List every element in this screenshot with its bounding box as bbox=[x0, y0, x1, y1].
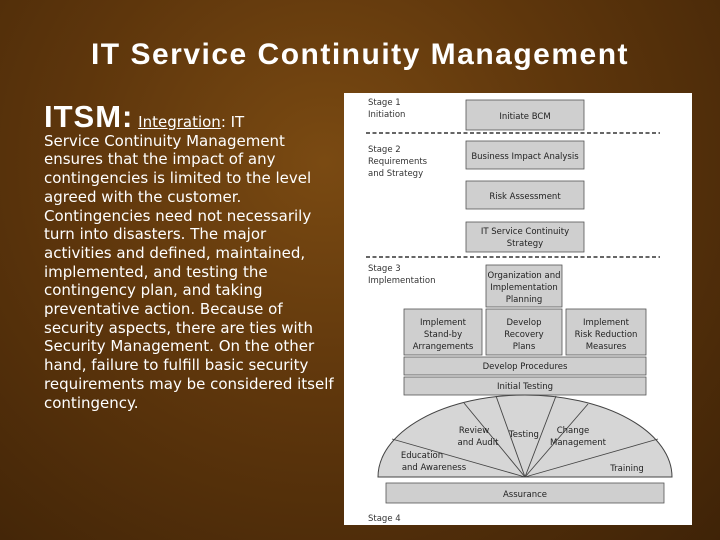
stage1-sublabel: Initiation bbox=[368, 110, 406, 120]
body-text bbox=[44, 99, 336, 412]
recovery-text-2: Recovery bbox=[504, 330, 544, 340]
org-planning-text-1: Organization and bbox=[487, 271, 561, 281]
standby-text-2: Stand-by bbox=[423, 330, 463, 340]
education-text-1: Education bbox=[400, 451, 444, 461]
standby-text-3: Arrangements bbox=[412, 342, 474, 352]
develop-procedures-text: Develop Procedures bbox=[482, 362, 568, 372]
training-text: Training bbox=[610, 464, 644, 474]
review-text-2: and Audit bbox=[457, 438, 499, 448]
itsc-strategy-text-2: Strategy bbox=[506, 239, 544, 249]
integration-label: Integration bbox=[138, 113, 221, 131]
stage4-label: Stage 4 bbox=[368, 514, 401, 524]
diagram-svg bbox=[344, 93, 692, 525]
risk-reduction-text-1: Implement bbox=[582, 318, 630, 328]
education-text-2: and Awareness bbox=[401, 463, 467, 473]
integration-suffix: : IT bbox=[220, 113, 245, 131]
standby-text-1: Implement bbox=[419, 318, 467, 328]
stage2-sublabel-2: and Strategy bbox=[368, 169, 424, 179]
assurance-text: Assurance bbox=[502, 490, 548, 500]
itsm-lead: ITSM: bbox=[44, 99, 134, 134]
testing-text: Testing bbox=[509, 430, 539, 440]
org-planning-text-3: Planning bbox=[505, 295, 543, 305]
org-planning-text-2: Implementation bbox=[490, 283, 558, 293]
change-text-2: Management bbox=[550, 438, 606, 448]
risk-reduction-text-2: Risk Reduction bbox=[574, 330, 638, 340]
risk-reduction-text-3: Measures bbox=[585, 342, 627, 352]
recovery-text-1: Develop bbox=[506, 318, 542, 328]
stage1-label: Stage 1 bbox=[368, 98, 401, 108]
review-text-1: Review bbox=[458, 426, 490, 436]
stage2-sublabel-1: Requirements bbox=[368, 157, 428, 167]
initial-testing-text: Initial Testing bbox=[496, 382, 554, 392]
initiate-bcm-text: Initiate BCM bbox=[499, 112, 551, 122]
recovery-text-3: Plans bbox=[512, 342, 536, 352]
stage3-sublabel: Implementation bbox=[368, 276, 436, 286]
body-paragraph: Service Continuity Management ensures that the impact of any contingencies is limited to the level agreed with the customer. Contingencies need not necessarily turn into disasters. The major activities and defined, maintained, implemented, and testing the contingency plan, and taking preventative action. Because of security aspects, there are ties with Security Management. On the other hand, failure to fulfill basic security requirements may be considered itself contingency. bbox=[44, 131, 334, 412]
stage3-label: Stage 3 bbox=[368, 264, 401, 274]
slide-title: IT Service Continuity Management bbox=[90, 38, 630, 71]
stage2-label: Stage 2 bbox=[368, 145, 401, 155]
itscm-lifecycle-diagram bbox=[344, 93, 692, 525]
itsc-strategy-text-1: IT Service Continuity bbox=[480, 227, 570, 237]
change-text-1: Change bbox=[556, 426, 590, 436]
risk-assessment-text: Risk Assessment bbox=[489, 192, 561, 202]
business-impact-analysis-text: Business Impact Analysis bbox=[471, 152, 579, 162]
